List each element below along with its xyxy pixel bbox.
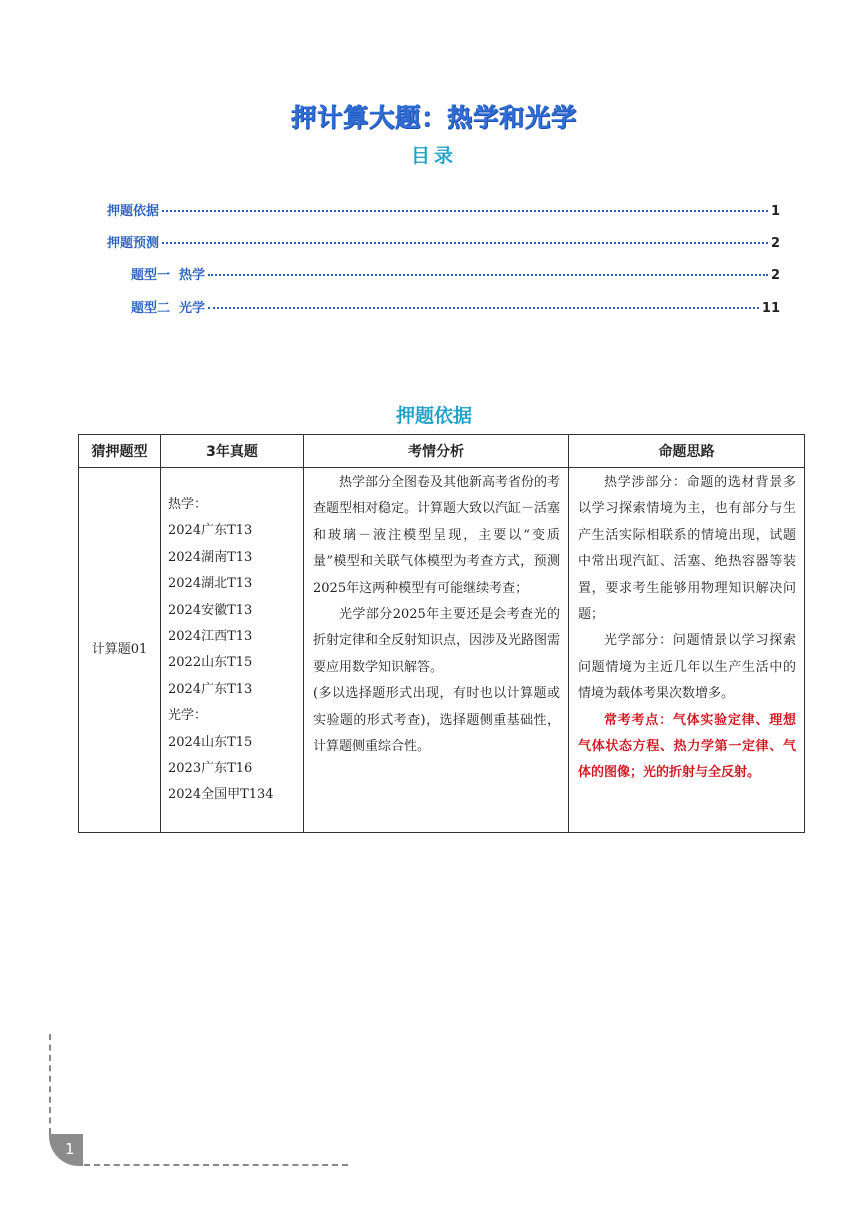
toc-entry-optics[interactable]: [131, 297, 780, 316]
exam-item: 2024山东T15: [168, 734, 253, 750]
analysis-paragraph: (多以选择题形式出现，有时也以计算题或实验题的形式考查)，选择题侧重基础性，计算题侧重综合性。: [313, 686, 560, 755]
header-exams: 3年真题: [161, 435, 304, 468]
footer-dashed-vertical: [49, 1034, 51, 1134]
exam-item: 2024湖北T13: [168, 576, 253, 592]
key-points-highlight: 常考考点：气体实验定律、理想气体状态方程、热力学第一定律、气体的图像；光的折射与全反射。: [578, 712, 796, 781]
toc-leader-dots: [162, 242, 768, 244]
exam-item: 2024广东T13: [168, 523, 253, 539]
toc-entry-page: 11: [761, 301, 780, 316]
toc-leader-dots: [208, 307, 759, 309]
exam-item: 2024湖南T13: [168, 549, 253, 565]
cell-idea: [569, 468, 805, 833]
section-heading: 押题依据: [395, 405, 472, 427]
cell-analysis: [304, 468, 569, 833]
exam-item: 2023广东T16: [168, 761, 253, 777]
exam-item: 2024全国甲T134: [168, 787, 274, 803]
header-type: 猜押题型: [79, 435, 161, 468]
exam-item: 热学：: [168, 497, 208, 512]
analysis-paragraph: 光学部分2025年主要还是会考查光的折射定律和全反射知识点，因涉及光路图需要应用数学知识解答。: [313, 607, 561, 675]
toc-entry-label: 题型一 热学: [131, 268, 206, 283]
exam-item: 2024广东T13: [168, 681, 253, 697]
toc-entry-page: 2: [770, 236, 780, 251]
idea-paragraph: 热学涉部分：命题的选材背景多以学习探索情境为主，也有部分与生产生活实际相联系的情境出现，试题中常出现汽缸、活塞、绝热容器等装置，要求考生能够用物理知识解决问题；: [578, 475, 796, 623]
exam-item: 光学：: [168, 708, 208, 724]
table-header-row: [79, 435, 805, 468]
header-idea: 命题思路: [569, 435, 805, 468]
toc-entry-label: 题型二 光学: [131, 301, 206, 316]
toc-leader-dots: [162, 210, 768, 212]
toc-entry-page: 1: [770, 204, 780, 219]
toc-entry-prediction[interactable]: [107, 232, 780, 251]
page-number-tab: [49, 1134, 83, 1166]
toc-entry-thermal[interactable]: [131, 264, 780, 283]
document-title: 押计算大题：热学和光学: [290, 103, 577, 132]
idea-paragraph: 光学部分：问题情景以学习探索问题情境为主近几年以生产生活中的情境为载体考果次数增多。: [578, 633, 796, 702]
footer-dashed-horizontal: [84, 1164, 348, 1166]
analysis-paragraph: 热学部分全图卷及其他新高考省份的考查题型相对稳定。计算题大致以汽缸－活塞和玻璃－液注模型呈现，主要以“变质量”模型和关联气体模型为考查方式，预测2025年这两种模型有可能继续考查；: [313, 475, 561, 596]
toc-entry-basis[interactable]: [107, 200, 780, 219]
exam-item: 2022山东T15: [168, 655, 253, 671]
cell-exams: [161, 468, 304, 833]
header-analysis: 考情分析: [304, 435, 569, 468]
toc-entry-label: 押题依据: [107, 204, 160, 219]
toc-entry-page: 2: [770, 268, 780, 283]
toc-heading: 目录: [410, 145, 457, 167]
toc-leader-dots: [208, 274, 768, 276]
exam-item: 2024江西T13: [168, 629, 253, 645]
basis-table: [78, 434, 805, 833]
page-number: 1: [65, 1140, 75, 1158]
cell-type: 计算题01: [79, 468, 161, 833]
exam-item: 2024安徽T13: [168, 602, 253, 618]
table-row: [79, 468, 805, 833]
toc-entry-label: 押题预测: [107, 236, 160, 251]
